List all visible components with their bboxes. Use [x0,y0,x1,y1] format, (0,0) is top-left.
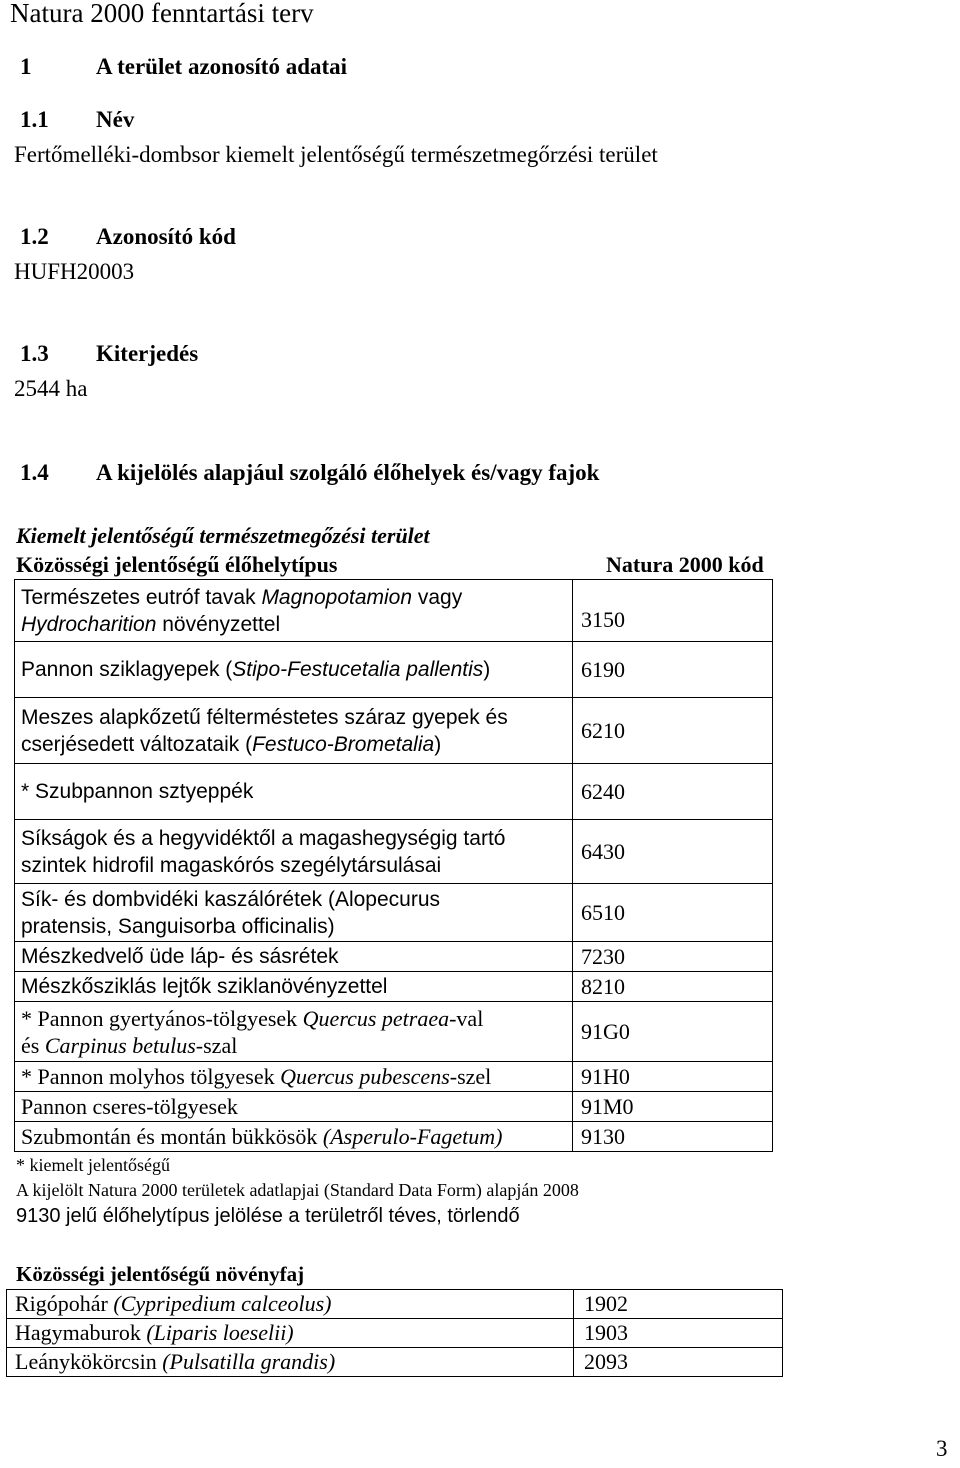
habitat-code: 91H0 [573,1062,773,1092]
habitat-name [15,642,573,698]
habitat-name-text: szintek hidrofil magaskórós szegélytársulásai [21,853,442,877]
habitat-name-text: pratensis, Sanguisorba officinalis) [21,914,335,938]
habitat-row [15,1122,773,1152]
habitat-row [15,1002,773,1062]
habitat-name-text: ) [483,658,491,681]
habitat-code: 91M0 [573,1092,773,1122]
habitat-name-text: Pannon sziklagyepek ( [21,658,233,681]
plant-latin-name: (Pulsatilla grandis) [162,1349,336,1374]
plant-name [7,1290,574,1319]
habitat-name [15,1002,573,1062]
habitat-name-text: növényzettel [156,612,281,636]
habitat-latin-name: Quercus petraea [302,1005,450,1031]
habitat-name-text: ) [434,732,442,756]
habitat-row [15,580,773,642]
plant-code: 1903 [574,1319,783,1348]
plant-latin-name: (Liparis loeselii) [146,1320,294,1345]
habitat-code: 91G0 [573,1002,773,1062]
habitat-name-text: cserjésedett változataik ( [21,732,253,756]
plant-name [7,1319,574,1348]
habitat-name-text: * Pannon molyhos tölgyesek [21,1064,281,1089]
habitat-subtitle: Kiemelt jelentőségű természetmegőzési terület [16,523,430,548]
habitat-name-text: Sík- és dombvidéki kaszálórétek (Alopecurus [21,887,441,911]
habitat-name-text: -szal [195,1032,238,1058]
asterisk-note: * kiemelt jelentőségű [16,1155,170,1175]
habitat-row [15,764,773,820]
habitat-code: 9130 [573,1122,773,1152]
habitat-row [15,1092,773,1122]
section-title: Név [96,107,135,132]
plant-row [7,1319,783,1348]
section-number: 1.4 [20,460,49,485]
habitat-name-text: vagy [412,585,463,609]
habitat-row [15,820,773,884]
plant-common-name: Rigópohár [15,1291,114,1316]
plant-common-name: Leánykökörcsin [15,1349,163,1374]
habitat-latin-name: Stipo-Festucetalia pallentis [232,658,484,681]
habitat-code: 6190 [573,642,773,698]
section-1-4-heading [20,460,599,486]
habitat-name [15,1062,573,1092]
habitat-row [15,698,773,764]
habitat-name-text: Meszes alapkőzetű félterméstetes száraz gyepek és [21,705,508,729]
source-note: A kijelölt Natura 2000 területek adatlapjai (Standard Data Form) alapján 2008 [16,1180,579,1200]
habitat-code: 3150 [573,580,773,642]
habitat-row [15,972,773,1002]
site-code: HUFH20003 [14,259,135,284]
plant-row [7,1290,783,1319]
habitat-name-text: Pannon cseres-tölgyesek [21,1094,238,1119]
section-number: 1.1 [20,107,49,132]
habitat-name-text: és [21,1032,45,1058]
section-1-2-heading [20,224,236,250]
section-1-heading [20,54,347,80]
section-title: A kijelölés alapjául szolgáló élőhelyek és/vagy fajok [96,460,600,485]
habitat-latin-name: Carpinus betulus [44,1032,196,1058]
habitat-code: 6510 [573,884,773,942]
habitat-row [15,642,773,698]
habitat-name [15,972,573,1002]
page-number: 3 [936,1436,948,1461]
plant-row [7,1348,783,1377]
habitat-latin-name: Hydrocharition [21,612,157,636]
habitat-name-text: -val [449,1005,484,1031]
plant-code: 2093 [574,1348,783,1377]
habitat-name-text: * Pannon gyertyános-tölgyesek [21,1005,303,1031]
habitat-name [15,764,573,820]
remark-note: 9130 jelű élőhelytípus jelölése a területről téves, törlendő [16,1205,520,1227]
section-1-1-heading [20,107,134,133]
plant-common-name: Hagymaburok [15,1320,147,1345]
section-number: 1 [20,54,32,79]
habitat-name-text: Mészkősziklás lejtők sziklanövényzettel [21,975,388,998]
habitat-code: 7230 [573,942,773,972]
habitat-name-text: Mészkedvelő üde láp- és sásrétek [21,945,339,968]
habitat-latin-name: Festuco-Brometalia [252,732,435,756]
section-title: Kiterjedés [96,341,199,366]
section-number: 1.2 [20,224,49,249]
habitat-name-text: -szel [449,1064,492,1089]
habitat-name [15,1092,573,1122]
habitat-row [15,942,773,972]
habitat-column-code-header: Natura 2000 kód [606,552,764,577]
habitat-name [15,1122,573,1152]
habitat-name [15,580,573,642]
habitat-row [15,884,773,942]
habitat-row [15,1062,773,1092]
habitat-table [14,579,773,1152]
plant-name [7,1348,574,1377]
document-title: Natura 2000 fenntartási terv [10,0,314,28]
habitat-code: 6210 [573,698,773,764]
habitat-code: 8210 [573,972,773,1002]
site-area: 2544 ha [14,376,88,401]
plant-section-title: Közösségi jelentőségű növényfaj [16,1262,305,1286]
plant-code: 1902 [574,1290,783,1319]
habitat-code: 6240 [573,764,773,820]
section-title: Azonosító kód [96,224,236,249]
plant-table [6,1289,783,1377]
habitat-name [15,884,573,942]
habitat-code: 6430 [573,820,773,884]
section-title: A terület azonosító adatai [96,54,348,79]
habitat-latin-name: Quercus pubescens [280,1064,450,1089]
habitat-name-text: Természetes eutróf tavak [21,585,262,609]
section-1-3-heading [20,341,198,367]
section-number: 1.3 [20,341,49,366]
habitat-name-text: Szubmontán és montán bükkösök [21,1124,323,1149]
habitat-name-text: Síkságok és a hegyvidéktől a magashegységig tartó [21,826,506,850]
habitat-name [15,698,573,764]
plant-latin-name: (Cypripedium calceolus) [113,1291,332,1316]
habitat-name [15,820,573,884]
habitat-column-name-header: Közösségi jelentőségű élőhelytípus [16,552,338,577]
habitat-latin-name: Magnopotamion [261,585,413,609]
habitat-name [15,942,573,972]
site-name: Fertőmelléki-dombsor kiemelt jelentőségű természetmegőrzési terület [14,142,658,167]
habitat-latin-name: (Asperulo-Fagetum) [322,1124,503,1149]
habitat-name-text: * Szubpannon sztyeppék [21,780,254,803]
